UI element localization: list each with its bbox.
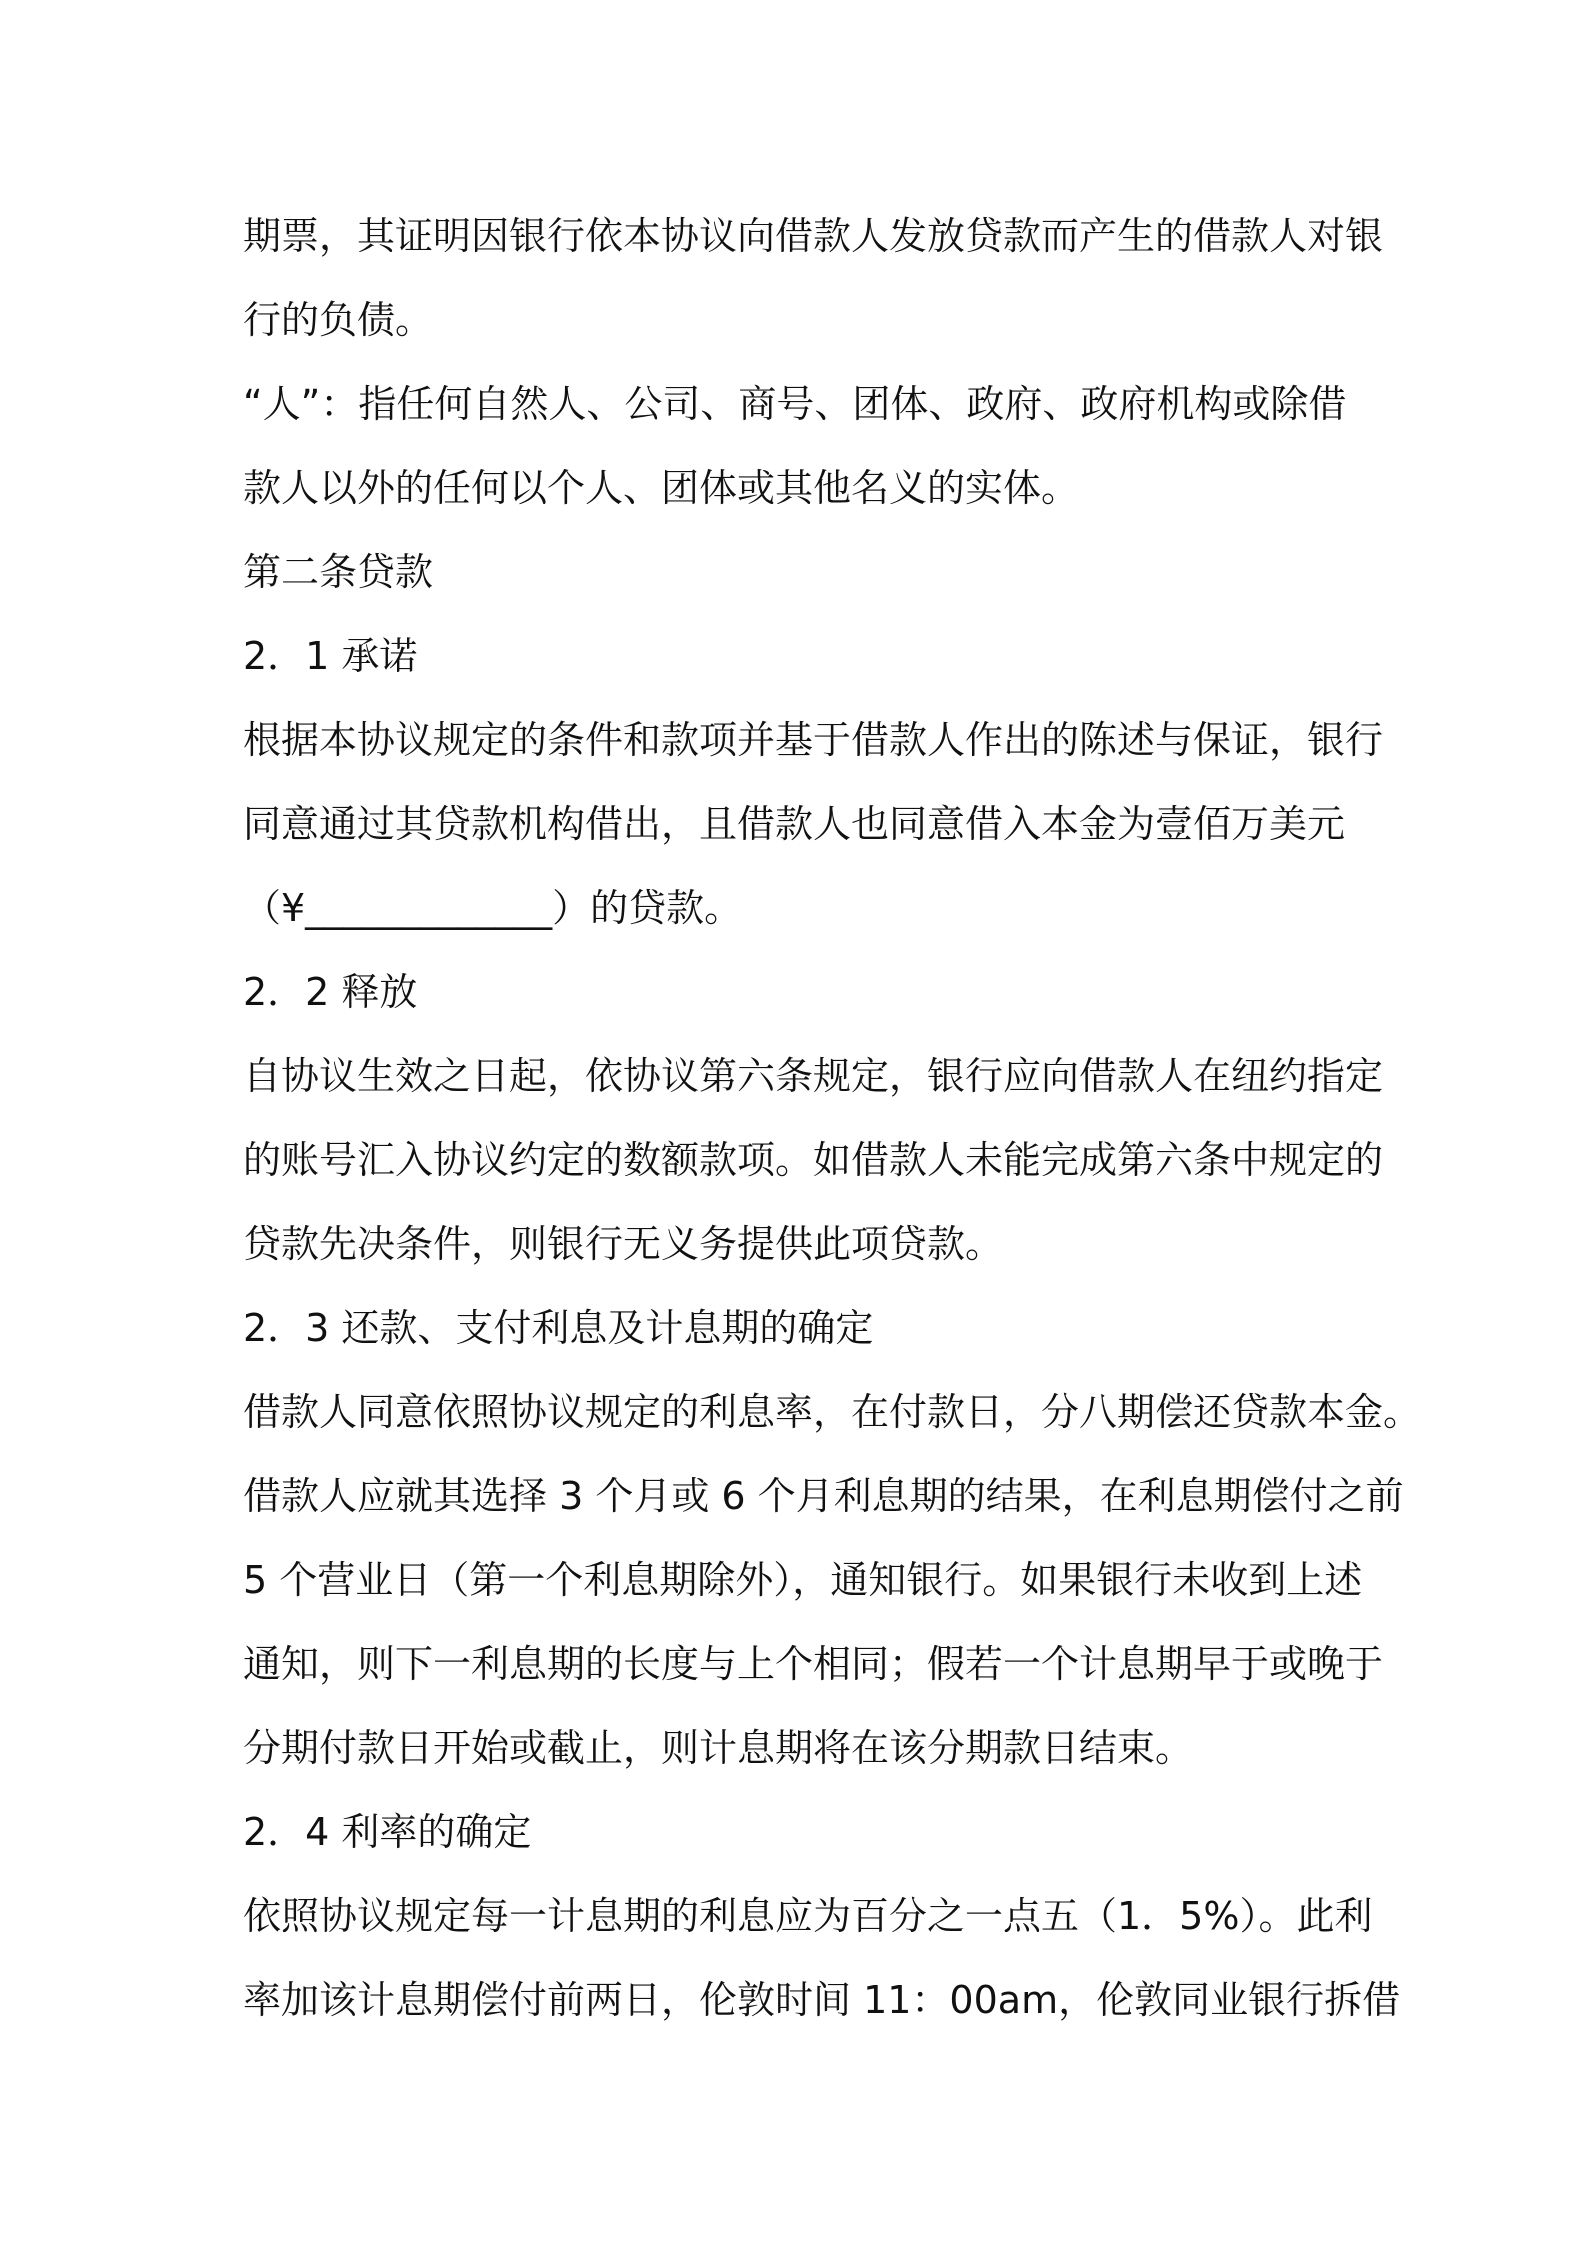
text-line: “人”：指任何自然人、公司、商号、团体、政府、政府机构或除借: [243, 382, 1347, 426]
subsection-heading: 2．2 释放: [243, 970, 418, 1014]
text-line: 自协议生效之日起，依协议第六条规定，银行应向借款人在纽约指定: [243, 1054, 1384, 1098]
text-line: 根据本协议规定的条件和款项并基于借款人作出的陈述与保证，银行: [243, 718, 1384, 762]
section-heading: 第二条贷款: [243, 550, 434, 594]
subsection-heading: 2．1 承诺: [243, 634, 418, 678]
document-body: [243, 194, 1422, 2042]
text-line: 依照协议规定每一计息期的利息应为百分之一点五（1．5%）。此利: [243, 1894, 1373, 1938]
text-line: 的账号汇入协议约定的数额款项。如借款人未能完成第六条中规定的: [243, 1138, 1384, 1182]
text-line: 期票，其证明因银行依本协议向借款人发放贷款而产生的借款人对银: [243, 214, 1384, 258]
text-line: （¥_____________）的贷款。: [243, 886, 743, 930]
text-line: 率加该计息期偿付前两日，伦敦时间 11：00am，伦敦同业银行拆借: [243, 1978, 1401, 2022]
subsection-heading: 2．4 利率的确定: [243, 1810, 532, 1854]
text-line: 贷款先决条件，则银行无义务提供此项贷款。: [243, 1222, 1004, 1266]
text-line: 同意通过其贷款机构借出，且借款人也同意借入本金为壹佰万美元: [243, 802, 1346, 846]
text-line: 分期付款日开始或截止，则计息期将在该分期款日结束。: [243, 1726, 1194, 1770]
text-line: 通知，则下一利息期的长度与上个相同；假若一个计息期早于或晚于: [243, 1642, 1384, 1686]
subsection-heading: 2．3 还款、支付利息及计息期的确定: [243, 1306, 874, 1350]
text-line: 款人以外的任何以个人、团体或其他名义的实体。: [243, 466, 1080, 510]
text-line: 5 个营业日（第一个利息期除外），通知银行。如果银行未收到上述: [243, 1558, 1363, 1602]
text-line: 借款人同意依照协议规定的利息率，在付款日，分八期偿还贷款本金。: [243, 1390, 1422, 1434]
text-line: 行的负债。: [243, 298, 434, 342]
text-line: 借款人应就其选择 3 个月或 6 个月利息期的结果，在利息期偿付之前: [243, 1474, 1404, 1518]
